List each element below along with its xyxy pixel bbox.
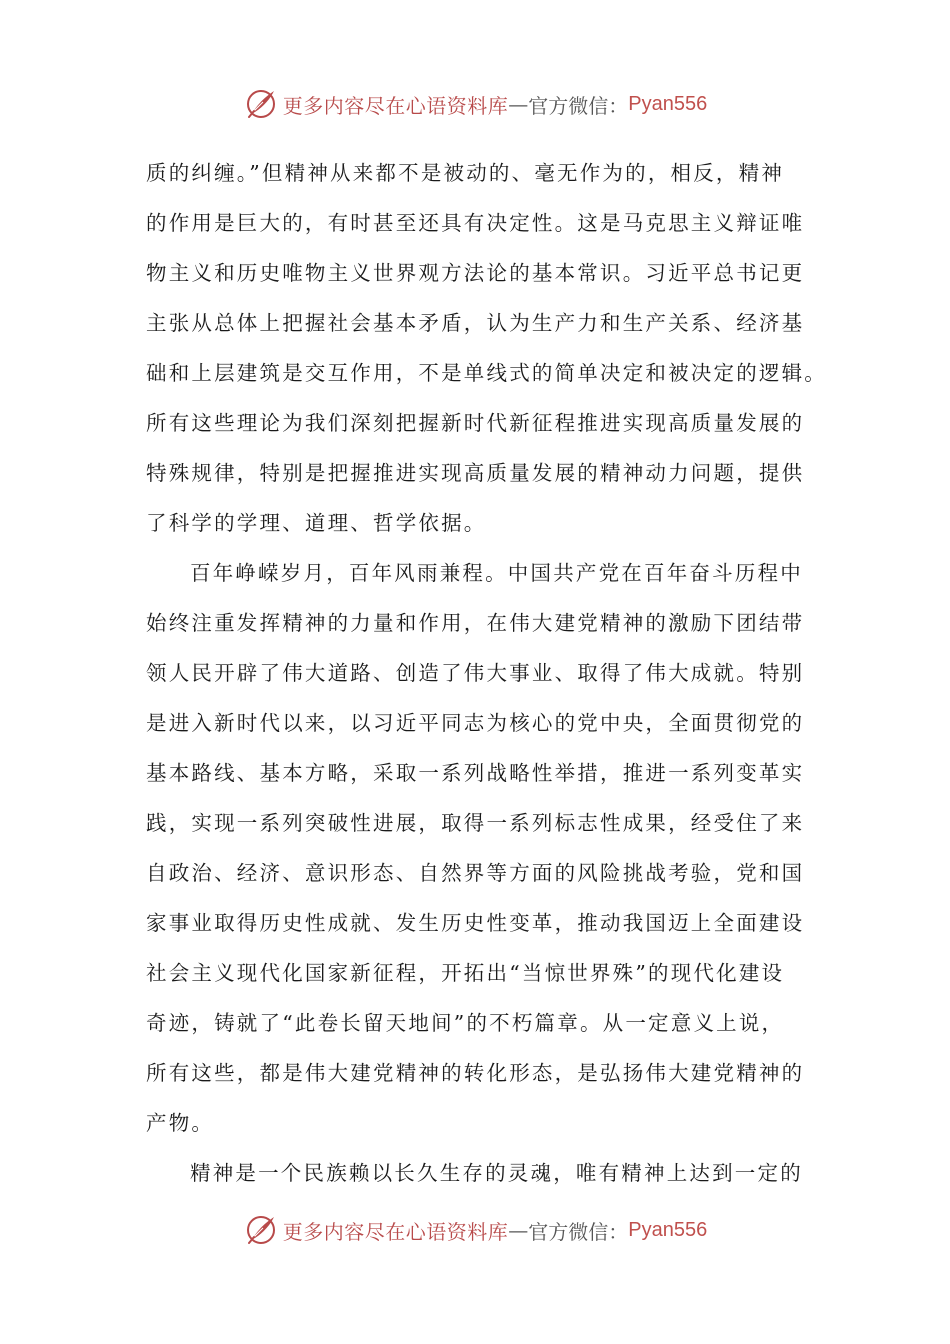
- text-line: 所有这些，都是伟大建党精神的转化形态，是弘扬伟大建党精神的: [146, 1061, 805, 1085]
- paragraph: [146, 148, 827, 548]
- text-line: 物主义和历史唯物主义世界观方法论的基本常识。习近平总书记更: [146, 261, 805, 285]
- header-banner: [0, 84, 950, 124]
- text-line: 是进入新时代以来，以习近平同志为核心的党中央，全面贯彻党的: [146, 711, 805, 735]
- document-body: [146, 148, 827, 1198]
- text-line: 百年峥嵘岁月，百年风雨兼程。中国共产党在百年奋斗历程中: [190, 561, 803, 585]
- paragraph: [146, 548, 806, 1148]
- text-line: 践，实现一系列突破性进展，取得一系列标志性成果，经受住了来: [146, 811, 805, 835]
- banner-wechat-id: Pyan556: [628, 92, 708, 115]
- footer-banner: [0, 1210, 950, 1250]
- text-line: 基本路线、基本方略，采取一系列战略性举措，推进一系列变革实: [146, 761, 805, 785]
- banner-text: 更多内容尽在心语资料库: [282, 1219, 509, 1244]
- text-line: 所有这些理论为我们深刻把握新时代新征程推进实现高质量发展的: [146, 411, 805, 435]
- text-line: 奇迹，铸就了“此卷长留天地间”的不朽篇章。从一定意义上说，: [146, 1011, 785, 1035]
- banner-dash: —: [508, 92, 529, 116]
- banner-dash: —: [508, 1218, 529, 1242]
- text-line: 特殊规律，特别是把握推进实现高质量发展的精神动力问题，提供: [146, 461, 805, 485]
- feather-pen-icon: [243, 86, 279, 122]
- text-line: 精神是一个民族赖以长久生存的灵魂，唯有精神上达到一定的: [190, 1161, 803, 1185]
- text-line: 产物。: [146, 1111, 215, 1135]
- text-line: 了科学的学理、道理、哲学依据。: [146, 511, 487, 535]
- text-line: 始终注重发挥精神的力量和作用，在伟大建党精神的激励下团结带: [146, 611, 805, 635]
- banner-text: 更多内容尽在心语资料库: [282, 93, 509, 118]
- text-line: 自政治、经济、意识形态、自然界等方面的风险挑战考验，党和国: [146, 861, 805, 885]
- banner-sub: 官方微信：: [528, 1219, 629, 1244]
- text-line: 的作用是巨大的，有时甚至还具有决定性。这是马克思主义辩证唯: [146, 211, 805, 235]
- banner-sub: 官方微信：: [528, 93, 629, 118]
- feather-pen-icon: [243, 1212, 279, 1248]
- banner-wechat-id: Pyan556: [628, 1218, 708, 1241]
- paragraph: [146, 1148, 806, 1198]
- text-line: 领人民开辟了伟大道路、创造了伟大事业、取得了伟大成就。特别: [146, 661, 805, 685]
- text-line: 社会主义现代化国家新征程，开拓出“当惊世界殊”的现代化建设: [146, 961, 785, 985]
- text-line: 质的纠缠。”但精神从来都不是被动的、毫无作为的，相反，精神: [146, 161, 785, 185]
- text-line: 家事业取得历史性成就、发生历史性变革，推动我国迈上全面建设: [146, 911, 805, 935]
- text-line: 础和上层建筑是交互作用，不是单线式的简单决定和被决定的逻辑。: [146, 361, 827, 385]
- text-line: 主张从总体上把握社会基本矛盾，认为生产力和生产关系、经济基: [146, 311, 805, 335]
